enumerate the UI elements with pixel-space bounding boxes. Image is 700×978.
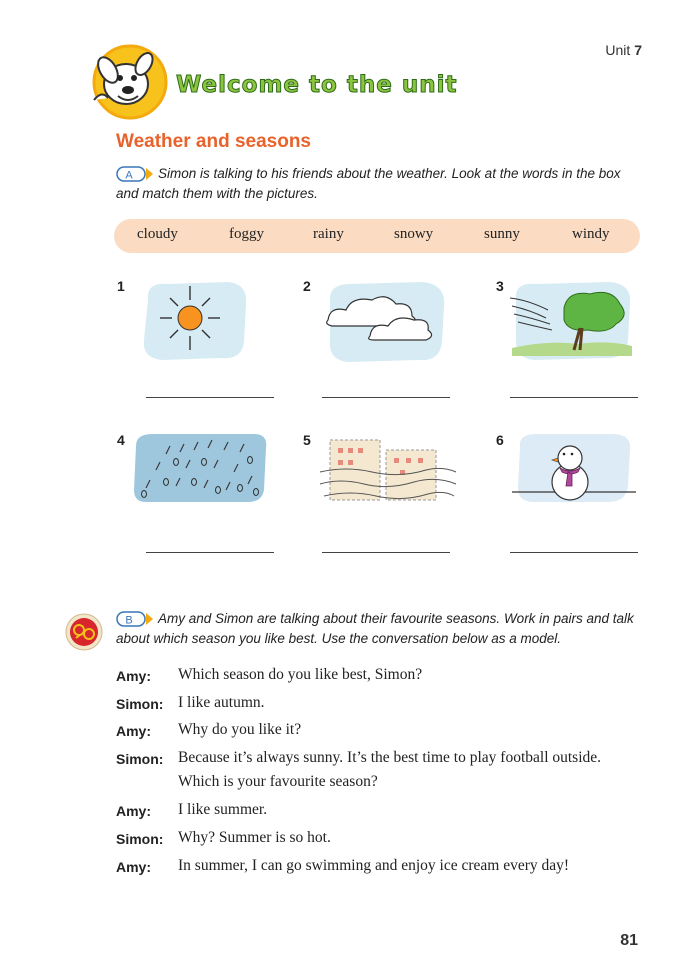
word-snowy: snowy <box>394 226 434 242</box>
part-b-badge <box>116 611 154 627</box>
dialogue-line-4-continued: Which is your favourite season? <box>178 773 378 790</box>
dialogue-line-2: I like autumn. <box>178 694 265 711</box>
sun-icon <box>138 280 252 362</box>
welcome-title: Welcome to the unit <box>176 72 458 98</box>
page-number: 81 <box>620 932 638 949</box>
dialogue-line-1: Which season do you like best, Simon? <box>178 666 423 683</box>
word-cloudy: cloudy <box>137 226 178 242</box>
dialogue-line-7: In summer, I can go swimming and enjoy ice cream every day! <box>178 857 570 874</box>
unit-prefix: Unit <box>605 42 635 58</box>
windy-tree-icon <box>508 280 636 362</box>
word-windy: windy <box>572 226 610 242</box>
picture-number-1: 1 <box>117 278 125 294</box>
dialogue-speaker-2: Simon: <box>116 696 164 712</box>
part-b-instruction-text: Amy and Simon are talking about their favourite seasons. Work in pairs and talk about which season you like best. Use the conversation below as a model. <box>116 611 634 646</box>
dialogue-line-3: Why do you like it? <box>178 721 302 738</box>
unit-label <box>605 42 642 58</box>
picture-number-3: 3 <box>496 278 504 294</box>
picture-number-4: 4 <box>117 432 125 448</box>
word-foggy: foggy <box>229 226 264 242</box>
word-sunny: sunny <box>484 226 520 242</box>
dog-mascot-icon <box>88 40 168 120</box>
dialogue-speaker-4: Simon: <box>116 751 164 767</box>
picture-number-6: 6 <box>496 432 504 448</box>
pair-work-icon <box>64 612 104 652</box>
part-a-instruction-text: Simon is talking to his friends about the weather. Look at the words in the box and match them with the pictures. <box>116 166 621 201</box>
fog-icon <box>316 432 458 508</box>
dialogue-line-6: Why? Summer is so hot. <box>178 829 331 846</box>
part-a-instruction <box>116 164 636 204</box>
clouds-icon <box>322 280 450 364</box>
dialogue-speaker-6: Simon: <box>116 831 164 847</box>
answer-line-4[interactable] <box>146 552 274 553</box>
answer-line-1[interactable] <box>146 397 274 398</box>
answer-line-5[interactable] <box>322 552 450 553</box>
dialogue-speaker-7: Amy: <box>116 859 152 875</box>
word-rainy: rainy <box>313 226 344 242</box>
dialogue-speaker-5: Amy: <box>116 803 152 819</box>
part-a-badge-label: A <box>125 169 133 182</box>
rain-icon <box>130 432 270 504</box>
answer-line-6[interactable] <box>510 552 638 553</box>
word-box <box>114 219 640 253</box>
section-title: Weather and seasons <box>116 131 312 152</box>
part-b-instruction <box>116 609 636 649</box>
snowman-icon <box>512 432 636 508</box>
unit-number: 7 <box>634 42 642 58</box>
picture-number-5: 5 <box>303 432 311 448</box>
dialogue-speaker-3: Amy: <box>116 723 152 739</box>
part-a-badge <box>116 166 154 182</box>
answer-line-3[interactable] <box>510 397 638 398</box>
dialogue-line-5: I like summer. <box>178 801 268 818</box>
dialogue-speaker-1: Amy: <box>116 668 152 684</box>
picture-number-2: 2 <box>303 278 311 294</box>
dialogue-line-4: Because it’s always sunny. It’s the best time to play football outside. <box>178 749 602 766</box>
answer-line-2[interactable] <box>322 397 450 398</box>
part-b-badge-label: B <box>125 614 133 627</box>
